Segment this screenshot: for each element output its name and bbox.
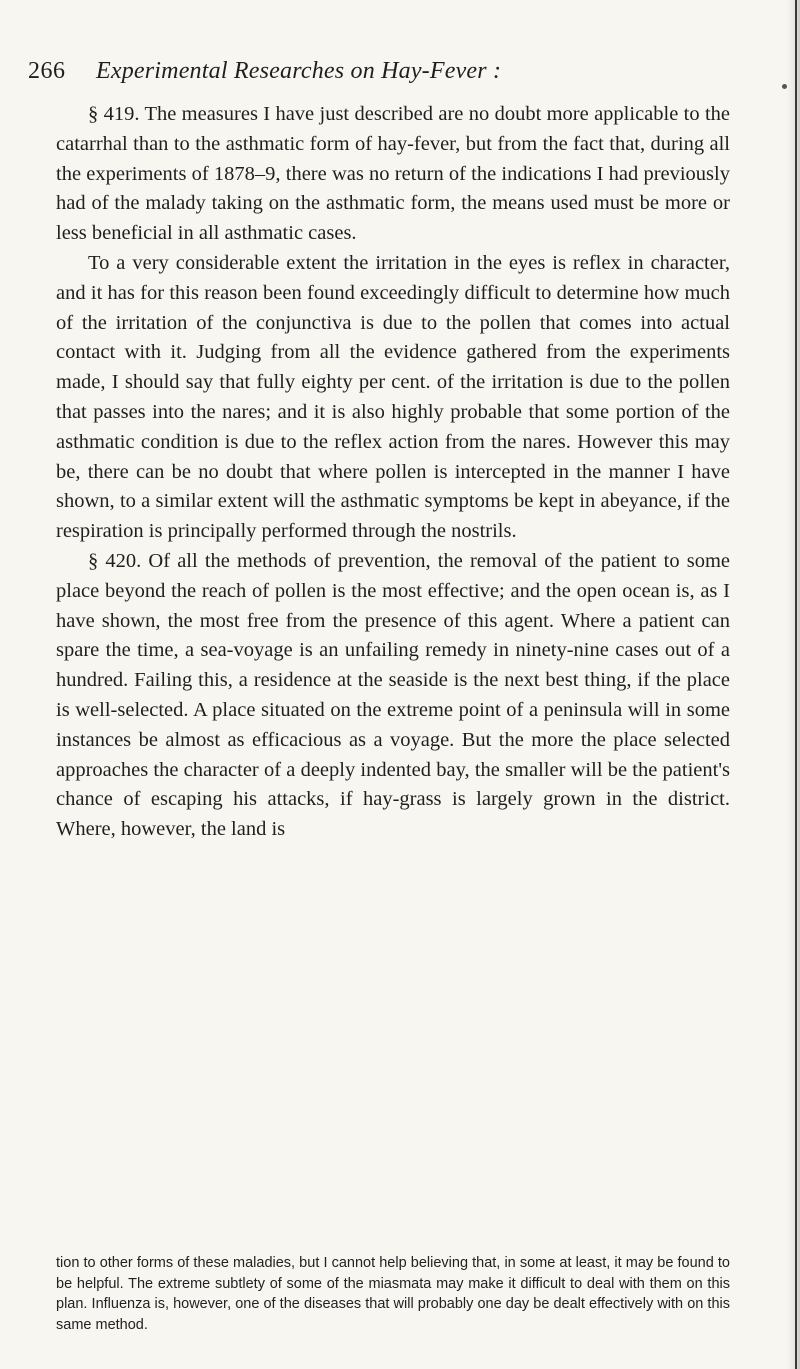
page-edge-shadow: [786, 0, 800, 1369]
paragraph-reflex: To a very considerable extent the irritation in the eyes is reflex in character, and it has for this reason been found exceedingly difficult to determine how much of the irritation of the conjunctiva is due to the pollen that comes into actual contact with it. Judging from all the evidence gathered from the experiments made, I should say that fully eighty per cent. of the irritation is due to the pollen that passes into the nares; and it is also highly probable that some portion of the asthmatic condition is due to the reflex action from the nares. However this may be, there can be no doubt that where pollen is intercepted in the manner I have shown, to a similar extent will the asthmatic symptoms be kept in abeyance, if the respiration is principally performed through the nostrils.: [56, 251, 730, 543]
footnote: [56, 1253, 730, 1335]
page-header: [28, 58, 728, 98]
main-text: [56, 100, 730, 845]
running-title: Experimental Researches on Hay-Fever :: [96, 58, 502, 84]
page-number: 266: [28, 58, 66, 84]
page-edge-line: [795, 0, 797, 1369]
paragraph-420: § 420. Of all the methods of prevention, the removal of the patient to some place beyond the reach of pollen is the most effective; and the open ocean is, as I have shown, the most free from the presence of this agent. Where a patient can spare the time, a sea-voyage is an unfailing remedy in ninety-nine cases out of a hundred. Failing this, a residence at the seaside is the next best thing, if the place is well-selected. A place situated on the extreme point of a peninsula will in some instances be almost as efficacious as a voyage. But the more the place selected approaches the character of a deeply indented bay, the smaller will be the patient's chance of escaping his attacks, if hay-grass is largely grown in the district. Where, however, the land is: [56, 549, 730, 841]
footnote-text: tion to other forms of these maladies, but I cannot help believing that, in some at least, it may be found to be helpful. The extreme subtlety of some of the miasmata may make it difficult to deal with them on this plan. Influenza is, however, one of the diseases that will probably one day be dealt effectively with on this same method.: [56, 1255, 730, 1333]
paragraph-419: § 419. The measures I have just described are no doubt more applicable to the catarrhal than to the asthmatic form of hay-fever, but from the fact that, during all the experiments of 1878–9, there was no return of the indications I had previously had of the malady taking on the asthmatic form, the means used must be more or less beneficial in all asthmatic cases.: [56, 103, 730, 245]
